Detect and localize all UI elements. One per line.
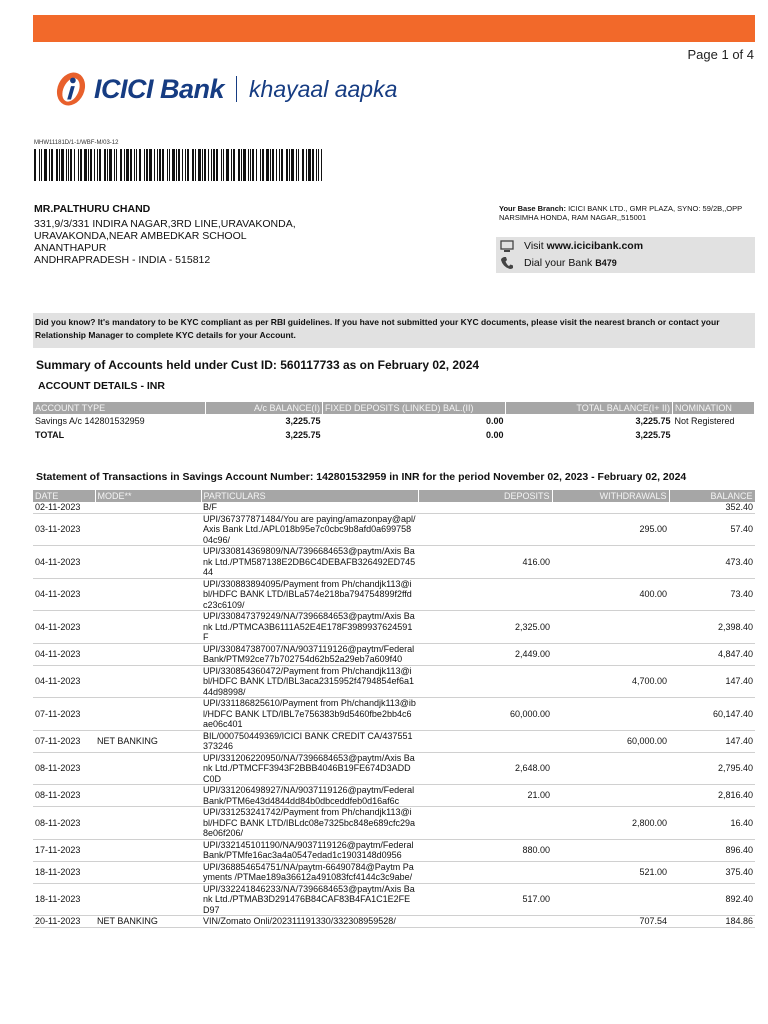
customer-address [34,218,296,266]
table-cell [95,546,201,579]
table-cell: 20-11-2023 [33,916,95,928]
table-cell: 04-11-2023 [33,643,95,665]
table-cell: UPI/330854360472/Payment from Ph/chandjk113@ibl/HDFC BANK LTD/IBL3aca2315952f4794854ef6a144d98998/ [201,665,418,698]
column-header: WITHDRAWALS [552,490,669,502]
table-cell: 147.40 [669,665,755,698]
barcode-bar [241,149,242,181]
table-cell: UPI/330847379249/NA/7396684653@paytm/Axis Bank Ltd./PTMCA3B6111A52E4E178F3989937624591F [201,611,418,644]
table-cell: 57.40 [669,513,755,546]
table-cell: UPI/331206220950/NA/7396684653@paytm/Axis Bank Ltd./PTMCFF3943F2BBB4046B19FE674D3ADDC0D [201,752,418,785]
barcode-bar [223,149,224,181]
table-row [33,502,755,513]
table-cell [418,861,552,883]
address-line: 331,9/3/331 INDIRA NAGAR,3RD LINE,URAVAKONDA, [34,218,296,230]
barcode-bar [136,149,137,181]
table-cell [95,643,201,665]
table-cell: 184.86 [669,916,755,928]
transactions-table [33,490,756,928]
barcode-bar [107,149,108,181]
table-cell: 416.00 [418,546,552,579]
table-cell: UPI/330847387007/NA/9037119126@paytm/Federal Bank/PTM92ce77b702754d62b52a29eb7a609f40 [201,643,418,665]
column-header: FIXED DEPOSITS (LINKED) BAL.(II) [323,402,506,414]
barcode-bar [286,149,288,181]
barcode-bar [316,149,317,181]
barcode-bar [154,149,155,181]
table-cell [552,839,669,861]
table-cell: TOTAL [35,430,65,440]
table-row [33,578,755,611]
table-cell: 2,449.00 [418,643,552,665]
barcode-bar [270,149,271,181]
visit-label: Visit [524,240,544,252]
table-cell [552,611,669,644]
table-cell [418,502,552,513]
table-cell: 60,000.00 [552,730,669,752]
barcode-bar [134,149,135,181]
table-cell: UPI/330814369809/NA/7396684653@paytm/Axis Bank Ltd./PTM587138E2DB6C4DEBAFB326492ED74544 [201,546,418,579]
barcode-bar [159,149,161,181]
table-cell [95,785,201,807]
table-cell: 04-11-2023 [33,665,95,698]
address-line: URAVAKONDA,NEAR AMBEDKAR SCHOOL [34,230,247,242]
table-cell: 521.00 [552,861,669,883]
contact-box [496,237,755,273]
barcode-bar [139,149,141,181]
barcode-bar [130,149,132,181]
table-cell: 17-11-2023 [33,839,95,861]
barcode-bar [252,149,254,181]
barcode-bar [276,149,277,181]
header-banner [33,15,755,42]
barcode-bar [78,149,79,181]
address-line: ANANTHAPUR [34,242,107,254]
table-cell [552,752,669,785]
phone-icon [500,256,514,270]
table-cell [95,839,201,861]
table-cell: UPI/368854654751/NA/paytm-66490784@Paytm Payments /PTMae189a36612a491083fcf4144c3c9abe/ [201,861,418,883]
barcode-bar [289,149,290,181]
barcode-bar [146,149,148,181]
barcode-bar [114,149,115,181]
barcode-bar [238,149,240,181]
barcode-bar [306,149,307,181]
table-row [33,883,755,916]
table-cell: 2,325.00 [418,611,552,644]
barcode-bar [272,149,274,181]
table-cell: 02-11-2023 [33,502,95,513]
visit-row [500,239,643,253]
barcode-bar [266,149,269,181]
table-row [33,513,755,546]
barcode-bar [204,149,206,181]
table-cell: 4,847.40 [669,643,755,665]
barcode-bar [120,149,122,181]
barcode-bar [172,149,175,181]
column-header: DATE [33,490,95,502]
summary-title: Summary of Accounts held under Cust ID: 560117733 as on February 02, 2024 [36,358,480,372]
table-row [33,916,755,928]
table-row [33,611,755,644]
logo-divider [236,76,237,102]
table-cell: 08-11-2023 [33,807,95,840]
table-cell: 896.40 [669,839,755,861]
table-cell [95,861,201,883]
account-summary-table [33,402,755,442]
kyc-notice-text: Did you know? It's mandatory to be KYC compliant as per RBI guidelines. If you have not submitted your KYC documents, please visit the nearest branch or contact your Relationship Manager to complete KYC details for your Account. [35,317,720,340]
total-row [33,428,755,442]
table-cell: 07-11-2023 [33,730,95,752]
table-cell [673,428,755,442]
table-cell: 2,648.00 [418,752,552,785]
table-row [33,752,755,785]
barcode-bar [318,149,319,181]
barcode-bar [291,149,294,181]
table-cell: 3,225.75 [285,416,321,426]
barcode-bar [211,149,212,181]
barcode-bar [44,149,47,181]
icici-emblem-icon [52,70,90,108]
bank-name: ICICI Bank [94,73,225,104]
column-header: PARTICULARS [201,490,418,502]
table-cell: 400.00 [552,578,669,611]
table-header-row [33,490,755,502]
barcode-bar [104,149,106,181]
column-header: NOMINATION [673,402,755,414]
barcode-bar [124,149,125,181]
base-branch-value: ICICI BANK LTD., GMR PLAZA, SYNO: 59/2B,,OPP NARSIMHA HONDA, RAM NAGAR,,515001 [499,204,743,222]
table-cell: NET BANKING [95,916,201,928]
table-cell [95,513,201,546]
table-cell [418,578,552,611]
table-cell: 04-11-2023 [33,546,95,579]
column-header: DEPOSITS [418,490,552,502]
table-cell: 2,795.40 [669,752,755,785]
barcode-bar [144,149,145,181]
barcode-bar [176,149,177,181]
barcode-bar [216,149,218,181]
table-cell: 3,225.75 [635,416,671,426]
computer-icon [500,239,514,253]
barcode-bar [126,149,129,181]
table-row [33,839,755,861]
barcode-bar [74,149,75,181]
table-cell [552,502,669,513]
barcode-bar [149,149,152,181]
table-cell: 707.54 [552,916,669,928]
table-cell: 08-11-2023 [33,752,95,785]
barcode-bar [321,149,322,181]
table-row [33,807,755,840]
table-row [33,861,755,883]
table-cell [95,883,201,916]
table-cell: 352.40 [669,502,755,513]
barcode-bar [187,149,189,181]
table-cell: 04-11-2023 [33,611,95,644]
table-cell [95,502,201,513]
barcode-bar [198,149,201,181]
table-cell: 2,816.40 [669,785,755,807]
customer-name: MR.PALTHURU CHAND [34,203,151,215]
barcode-bar [51,149,53,181]
column-header: TOTAL BALANCE(I+ II) [506,402,673,414]
barcode-bar [231,149,232,181]
barcode-bar [262,149,264,181]
table-cell [552,643,669,665]
base-branch-label: Your Base Branch: [499,204,566,213]
table-cell: NET BANKING [95,730,201,752]
table-row [33,546,755,579]
barcode-bar [243,149,246,181]
barcode-bar [84,149,87,181]
table-cell: 08-11-2023 [33,785,95,807]
barcode [34,149,322,181]
table-cell [418,916,552,928]
table-cell [552,698,669,731]
barcode-bar [169,149,170,181]
table-cell: 880.00 [418,839,552,861]
table-cell [552,546,669,579]
barcode-bar [116,149,117,181]
base-branch [499,204,749,222]
barcode-bar [49,149,50,181]
barcode-bar [167,149,168,181]
table-cell: 16.40 [669,807,755,840]
barcode-bar [41,149,42,181]
barcode-bar [97,149,98,181]
table-cell: UPI/331253241742/Payment from Ph/chandjk113@ibl/HDFC BANK LTD/IBLdc08e7325bc848e689cfc29a8e06f206/ [201,807,418,840]
barcode-bar [39,149,40,181]
column-header: MODE** [95,490,201,502]
table-cell [95,807,201,840]
table-cell: 4,700.00 [552,665,669,698]
table-cell: 73.40 [669,578,755,611]
bank-logo [52,70,397,108]
barcode-bar [250,149,251,181]
barcode-bar [109,149,112,181]
table-row [33,414,755,428]
barcode-bar [192,149,194,181]
page-number: Page 1 of 4 [687,47,754,62]
kyc-notice [33,313,755,348]
barcode-bar [68,149,69,181]
barcode-bar [308,149,311,181]
table-cell: 892.40 [669,883,755,916]
table-cell [95,698,201,731]
barcode-bar [59,149,60,181]
table-cell: UPI/331206498927/NA/9037119126@paytm/Federal Bank/PTM6e43d4844dd84b0dbceddfeb0d16af6c [201,785,418,807]
barcode-bar [66,149,67,181]
barcode-bar [80,149,82,181]
table-cell: UPI/332145101190/NA/9037119126@paytm/Federal Bank/PTMfe16ac3a4a0547edad1c1903148d0956 [201,839,418,861]
table-cell: 147.40 [669,730,755,752]
barcode-bar [202,149,203,181]
barcode-bar [221,149,222,181]
address-line: ANDHRAPRADESH - INDIA - 515812 [34,254,211,266]
barcode-bar [233,149,235,181]
table-cell [95,611,201,644]
table-row [33,643,755,665]
table-cell: 473.40 [669,546,755,579]
dial-code: B479 [595,258,617,268]
table-cell [418,807,552,840]
barcode-bar [298,149,299,181]
table-cell: BIL/000750449369/ICICI BANK CREDIT CA/437551373246 [201,730,418,752]
table-cell: 18-11-2023 [33,883,95,916]
barcode-bar [256,149,257,181]
barcode-bar [260,149,261,181]
barcode-bar [88,149,89,181]
barcode-bar [90,149,92,181]
table-cell: 03-11-2023 [33,513,95,546]
table-row [33,665,755,698]
bank-website-link[interactable]: www.icicibank.com [546,240,644,252]
table-cell: 0.00 [485,430,504,440]
table-cell: 21.00 [418,785,552,807]
table-cell: UPI/367377871484/You are paying/amazonpay@apl/Axis Bank Ltd./APL018b95e7c0cbc9b8afd0a69975804c96/ [201,513,418,546]
table-cell: 60,000.00 [418,698,552,731]
dial-row [500,256,617,270]
table-cell [552,883,669,916]
column-header: BALANCE [669,490,755,502]
table-cell [418,665,552,698]
column-header: A/c BALANCE(I) [206,402,323,414]
barcode-bar [281,149,283,181]
barcode-bar [279,149,280,181]
table-cell: 375.40 [669,861,755,883]
table-row [33,785,755,807]
barcode-bar [94,149,95,181]
table-cell: 04-11-2023 [33,578,95,611]
document-code: MHW11181D/1-1/WBF-M/03-12 [34,140,119,146]
table-cell: UPI/331186825610/Payment from Ph/chandjk113@ibl/HDFC BANK LTD/IBL7e756383b9d5460fbe2bb4c6ae06c401 [201,698,418,731]
table-cell: 60,147.40 [669,698,755,731]
barcode-bar [213,149,215,181]
table-cell: 3,225.75 [285,430,321,440]
table-row [33,730,755,752]
table-cell: B/F [201,502,418,513]
barcode-bar [61,149,64,181]
table-cell: UPI/332241846233/NA/7396684653@paytm/Axis Bank Ltd./PTMAB3D291476B84CAF83B4FA1C1E2FED97 [201,883,418,916]
statement-title: Statement of Transactions in Savings Account Number: 142801532959 in INR for the period November 02, 2023 - February 02, 2024 [36,471,687,483]
dial-label: Dial your Bank [524,257,593,269]
barcode-bar [296,149,297,181]
table-row [33,698,755,731]
table-cell: 2,800.00 [552,807,669,840]
bank-tagline: khayaal aapka [249,75,398,102]
table-cell: 2,398.40 [669,611,755,644]
table-cell [95,665,201,698]
table-cell: 3,225.75 [635,430,671,440]
barcode-bar [182,149,183,181]
barcode-bar [56,149,58,181]
table-cell: 0.00 [485,416,504,426]
barcode-bar [162,149,164,181]
table-cell [95,752,201,785]
table-cell: 295.00 [552,513,669,546]
table-cell [552,785,669,807]
barcode-bar [302,149,304,181]
table-cell: Savings A/c 142801532959 [35,416,145,426]
barcode-bar [195,149,196,181]
barcode-bar [70,149,72,181]
table-cell [418,513,552,546]
barcode-bar [178,149,180,181]
barcode-bar [185,149,186,181]
barcode-bar [208,149,209,181]
table-cell: Not Registered [674,416,735,426]
column-header: ACCOUNT TYPE [33,402,206,414]
barcode-bar [248,149,249,181]
table-cell: VIN/Zomato Onli/202311191330/332308959528/ [201,916,418,928]
table-cell: 517.00 [418,883,552,916]
barcode-bar [226,149,229,181]
table-header-row [33,402,755,414]
account-details-heading: ACCOUNT DETAILS - INR [38,380,165,392]
table-cell: 18-11-2023 [33,861,95,883]
table-cell [95,578,201,611]
table-cell: UPI/330883894095/Payment from Ph/chandjk113@ibl/HDFC BANK LTD/IBLa574e218ba794754899f2ffdc23c6109/ [201,578,418,611]
barcode-bar [312,149,314,181]
barcode-bar [99,149,101,181]
barcode-bar [157,149,158,181]
table-cell [418,730,552,752]
table-cell: 07-11-2023 [33,698,95,731]
barcode-bar [34,149,36,181]
